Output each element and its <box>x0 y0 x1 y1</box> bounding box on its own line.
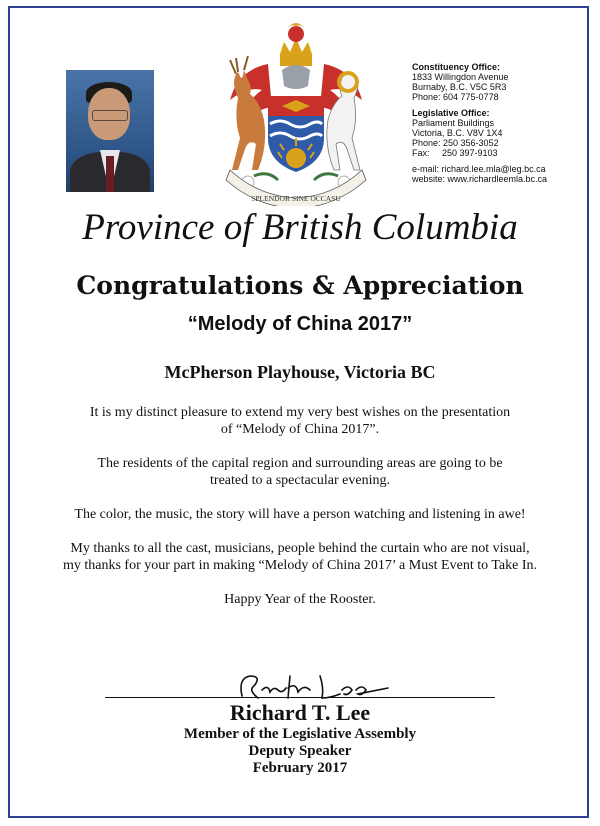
paragraph-line: my thanks for your part in making “Melody of China 2017’ a Must Event to Take In. <box>62 558 538 573</box>
signer-name: Richard T. Lee <box>229 700 371 725</box>
message-paragraph <box>30 506 570 523</box>
signer-title: Member of the Legislative Assembly <box>183 726 417 742</box>
legislative-address-line1: Parliament Buildings <box>412 118 495 128</box>
paragraph-line: Happy Year of the Rooster. <box>224 592 376 607</box>
paragraph-line: It is my distinct pleasure to extend my very best wishes on the presentation <box>89 405 511 420</box>
crest-motto: SPLENDOR SINE OCCASU <box>251 194 341 203</box>
legislative-phone: Phone: 250 356-3052 <box>412 138 499 148</box>
email-address: e-mail: richard.lee.mla@leg.bc.ca <box>412 164 546 174</box>
paragraph-line: of “Melody of China 2017”. <box>220 422 380 437</box>
document-heading: Congratulations & Appreciation <box>76 271 524 300</box>
contact-block <box>412 62 588 184</box>
province-heading: Province of British Columbia <box>82 207 518 248</box>
event-title: “Melody of China 2017” <box>187 313 413 335</box>
coat-of-arms-crest <box>208 20 384 206</box>
paragraph-line: The residents of the capital region and surrounding areas are going to be <box>97 456 503 471</box>
portrait-photo <box>66 70 154 192</box>
constituency-address-line2: Burnaby, B.C. V5C 5R3 <box>412 82 507 92</box>
legislative-fax: Fax: 250 397-9103 <box>412 148 498 158</box>
event-venue: McPherson Playhouse, Victoria BC <box>164 362 436 382</box>
signer-role: Deputy Speaker <box>248 743 352 759</box>
paragraph-line: My thanks to all the cast, musicians, people behind the curtain who are not visual, <box>70 541 530 556</box>
message-paragraph <box>30 455 570 489</box>
document-date: February 2017 <box>252 760 348 776</box>
message-paragraph <box>30 540 570 574</box>
constituency-heading: Constituency Office: <box>412 62 501 72</box>
message-paragraph <box>30 591 570 608</box>
signer-block <box>0 700 600 777</box>
constituency-phone: Phone: 604 775-0778 <box>412 92 499 102</box>
message-body <box>30 404 570 625</box>
constituency-address-line1: 1833 Willingdon Avenue <box>412 72 509 82</box>
paragraph-line: treated to a spectacular evening. <box>210 473 390 488</box>
legislative-heading: Legislative Office: <box>412 108 490 118</box>
message-paragraph <box>30 404 570 438</box>
legislative-address-line2: Victoria, B.C. V8V 1X4 <box>412 128 503 138</box>
paragraph-line: The color, the music, the story will have a person watching and listening in awe! <box>74 507 526 522</box>
signature-line <box>105 697 495 698</box>
website-address: website: www.richardleemla.bc.ca <box>412 174 548 184</box>
